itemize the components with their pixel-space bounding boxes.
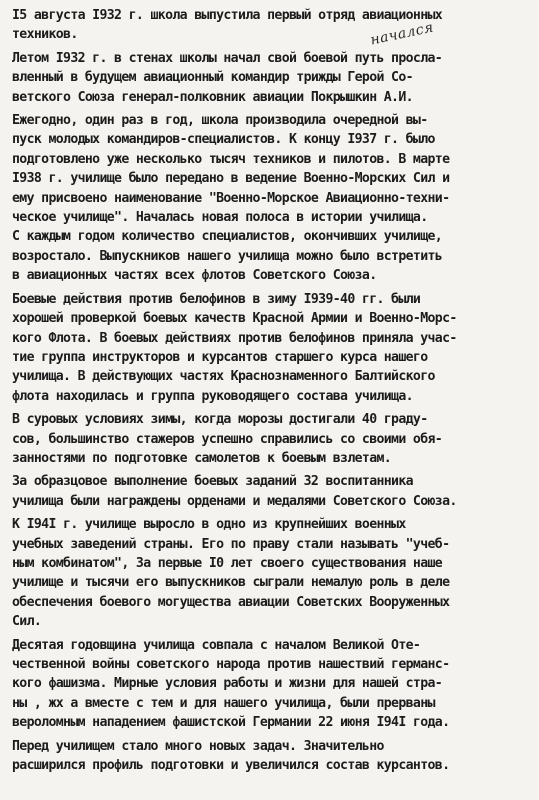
paragraph bbox=[12, 515, 533, 631]
text-line: С каждым годом количество специалистов, окончивших училище, bbox=[12, 229, 443, 245]
text-line: I5 августа I932 г. школа выпустила первый отряд авиационных bbox=[12, 8, 443, 23]
text-line: Десятая годовщина училища совпала с началом Великой Оте- bbox=[12, 637, 421, 653]
text-line: В суровых условиях зимы, когда морозы достигали 40 граду- bbox=[12, 412, 428, 428]
text-line: К I94I г. училище выросло в одно из крупнейших военных bbox=[12, 517, 406, 533]
text-line: вленный в будущем авиационный командир трижды Герой Со- bbox=[12, 70, 413, 86]
text-line: тие группа инструкторов и курсантов старшего курса нашего bbox=[12, 349, 428, 365]
text-line: За образцовое выполнение боевых заданий 32 воспитанника bbox=[12, 474, 413, 490]
text-line: учебных заведений страны. Его по праву стали называть "учеб- bbox=[12, 536, 450, 552]
paragraph bbox=[12, 111, 533, 286]
text-line: вероломным нападением фашистской Германии 22 июня I94I года. bbox=[12, 715, 450, 731]
paragraph bbox=[12, 636, 533, 733]
text-line: Перед училищем стало много новых задач. Значительно bbox=[12, 738, 384, 754]
paragraph bbox=[12, 472, 533, 511]
text-line: ему присвоено наименование "Военно-Морское Авиационно-техни- bbox=[12, 190, 450, 206]
text-line: ным комбинатом", За первые I0 лет своего существования наше bbox=[12, 555, 443, 571]
text-line: пуск молодых командиров-специалистов. К концу I937 г. было bbox=[12, 132, 435, 148]
text-line: училища. В действующих частях Краснознаменного Балтийского bbox=[12, 369, 435, 385]
text-line: возростало. Выпускников нашего училища можно было встретить bbox=[12, 248, 443, 264]
text-line: Боевые действия против белофинов в зиму I939-40 гг. были bbox=[12, 291, 421, 307]
text-line: училища были награждены орденами и медалями Советского Союза. bbox=[12, 493, 457, 509]
text-line: в авиационных частях всех флотов Советского Союза. bbox=[12, 268, 377, 284]
text-line: техников. bbox=[12, 27, 78, 43]
paragraph bbox=[12, 6, 533, 45]
text-line: I938 г. училище было передано в ведение Военно-Морских Сил и bbox=[12, 171, 450, 187]
handwritten-note: начался bbox=[369, 19, 436, 49]
paragraph bbox=[12, 737, 533, 776]
paragraph bbox=[12, 49, 533, 107]
text-line: ческое училище". Началась новая полоса в истории училища. bbox=[12, 210, 428, 226]
paragraph bbox=[12, 410, 533, 468]
text-line: сов, большинство стажеров успешно справились со своими обя- bbox=[12, 431, 443, 447]
text-line: чественной войны советского народа против нашествий германс- bbox=[12, 657, 450, 672]
text-line: кого Флота. В боевых действиях против белофинов приняла учас- bbox=[12, 330, 457, 346]
text-line: расширился профиль подготовки и увеличился состав курсантов. bbox=[12, 758, 450, 774]
text-line: училище и тысячи его выпускников сыграли немалую роль в деле bbox=[12, 575, 450, 591]
text-line: Сил. bbox=[12, 614, 42, 630]
text-line: ветского Союза генерал-полковник авиации Покрышкин А.И. bbox=[12, 89, 413, 105]
text-line: Ежегодно, один раз в год, школа производила очередной вы- bbox=[12, 113, 428, 129]
text-line: занностями по подготовке самолетов к боевым взлетам. bbox=[12, 450, 392, 466]
document-body bbox=[12, 6, 533, 775]
paragraph bbox=[12, 290, 533, 406]
text-line: кого фашизма. Мирные условия работы и жизни для нашей стра- bbox=[12, 676, 443, 692]
text-line: ны , жх а вместе с тем и для нашего училища, были прерваны bbox=[12, 695, 435, 711]
text-line: Летом I932 г. в стенах школы начал свой боевой путь просла- bbox=[12, 50, 443, 66]
text-line: хорошей проверкой боевых качеств Красной Армии и Военно-Морс- bbox=[12, 311, 457, 327]
text-line: обеспечения боевого могущества авиации Советских Вооруженных bbox=[12, 594, 450, 610]
text-line: флота находилась и группа руководящего состава училища. bbox=[12, 388, 413, 404]
text-line: подготовлено уже несколько тысяч техников и пилотов. В марте bbox=[12, 151, 450, 167]
